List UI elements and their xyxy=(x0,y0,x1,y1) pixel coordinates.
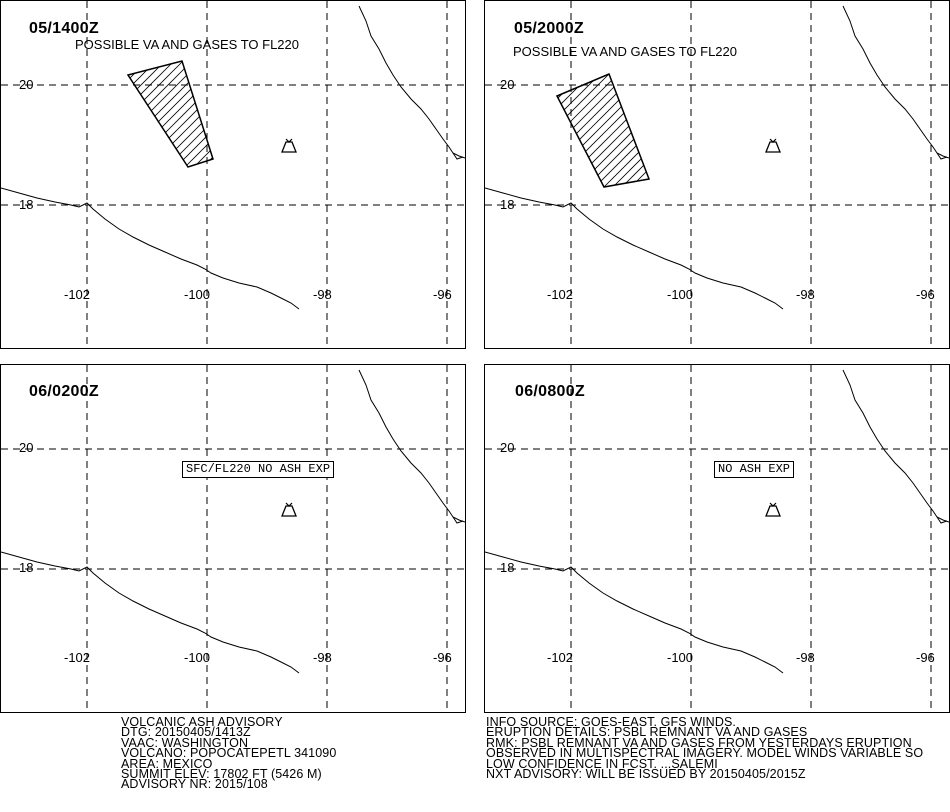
coastline-south xyxy=(485,188,783,309)
lon-label-96: -96 xyxy=(916,650,935,665)
lon-label-100: -100 xyxy=(667,650,694,665)
no-ash-box-label: SFC/FL220 NO ASH EXP xyxy=(182,461,334,478)
advisory-line: VAAC: WASHINGTON xyxy=(121,735,249,750)
advisory-line: OBSERVED IN MULTISPECTRAL IMAGERY. MODEL WINDS VARIABLE SO xyxy=(486,746,924,761)
lon-label-102: -102 xyxy=(547,287,574,302)
forecast-time: 06/0800Z xyxy=(515,383,586,400)
advisory-line: NXT ADVISORY: WILL BE ISSUED BY 20150405/2015Z xyxy=(486,766,806,781)
volcano-icon xyxy=(766,503,780,516)
coastline-east xyxy=(843,370,949,522)
forecast-note: POSSIBLE VA AND GASES TO FL220 xyxy=(513,44,737,59)
map-panel-4 xyxy=(484,364,950,713)
coastline-east xyxy=(359,370,465,522)
map-panel-2 xyxy=(484,0,950,349)
coastline-east xyxy=(843,6,949,158)
advisory-line: LOW CONFIDENCE IN FCST. ...SALEMI xyxy=(486,756,718,771)
lon-label-96: -96 xyxy=(916,287,935,302)
lat-label-20: 20 xyxy=(19,440,34,455)
coastline-east xyxy=(359,6,465,158)
forecast-time: 05/1400Z xyxy=(29,20,100,37)
advisory-line: AREA: MEXICO xyxy=(121,756,213,771)
lon-label-100: -100 xyxy=(184,650,211,665)
volcano-icon xyxy=(766,139,780,152)
volcano-icon xyxy=(282,139,296,152)
lon-label-98: -98 xyxy=(796,287,815,302)
advisory-line: ERUPTION DETAILS: PSBL REMNANT VA AND GASES xyxy=(486,725,808,740)
lon-label-102: -102 xyxy=(64,650,91,665)
advisory-line: VOLCANIC ASH ADVISORY xyxy=(121,715,283,729)
lon-label-102: -102 xyxy=(547,650,574,665)
lat-label-18: 18 xyxy=(19,197,34,212)
lon-label-96: -96 xyxy=(433,650,452,665)
forecast-time: 05/2000Z xyxy=(514,20,585,37)
forecast-time: 06/0200Z xyxy=(29,383,100,400)
lat-label-18: 18 xyxy=(500,197,515,212)
coastline-south xyxy=(1,552,299,673)
forecast-note: POSSIBLE VA AND GASES TO FL220 xyxy=(75,37,299,52)
ash-area-polygon xyxy=(128,61,213,167)
volcano-icon xyxy=(282,503,296,516)
advisory-line: RMK: PSBL REMNANT VA AND GASES FROM YESTERDAYS ERUPTION xyxy=(486,735,912,750)
map-panel-1 xyxy=(0,0,466,349)
lat-label-20: 20 xyxy=(500,77,515,92)
advisory-left-block xyxy=(121,717,336,790)
lat-label-20: 20 xyxy=(19,77,34,92)
lat-label-18: 18 xyxy=(500,560,515,575)
lon-label-98: -98 xyxy=(313,287,332,302)
lon-label-96: -96 xyxy=(433,287,452,302)
lon-label-98: -98 xyxy=(313,650,332,665)
lon-label-102: -102 xyxy=(64,287,91,302)
advisory-line: INFO SOURCE: GOES-EAST. GFS WINDS. xyxy=(486,715,736,729)
map-panel-3 xyxy=(0,364,466,713)
coastline-south xyxy=(485,552,783,673)
lat-label-18: 18 xyxy=(19,560,34,575)
lon-label-100: -100 xyxy=(667,287,694,302)
advisory-line: SUMMIT ELEV: 17802 FT (5426 M) xyxy=(121,766,322,781)
lon-label-100: -100 xyxy=(184,287,211,302)
advisory-line: VOLCANO: POPOCATEPETL 341090 xyxy=(121,746,337,761)
no-ash-box-label: NO ASH EXP xyxy=(714,461,794,478)
advisory-right-block xyxy=(486,717,923,779)
lat-label-20: 20 xyxy=(500,440,515,455)
advisory-line: DTG: 20150405/1413Z xyxy=(121,725,251,740)
coastline-south xyxy=(1,188,299,309)
lon-label-98: -98 xyxy=(796,650,815,665)
advisory-line: ADVISORY NR: 2015/108 xyxy=(121,777,268,792)
